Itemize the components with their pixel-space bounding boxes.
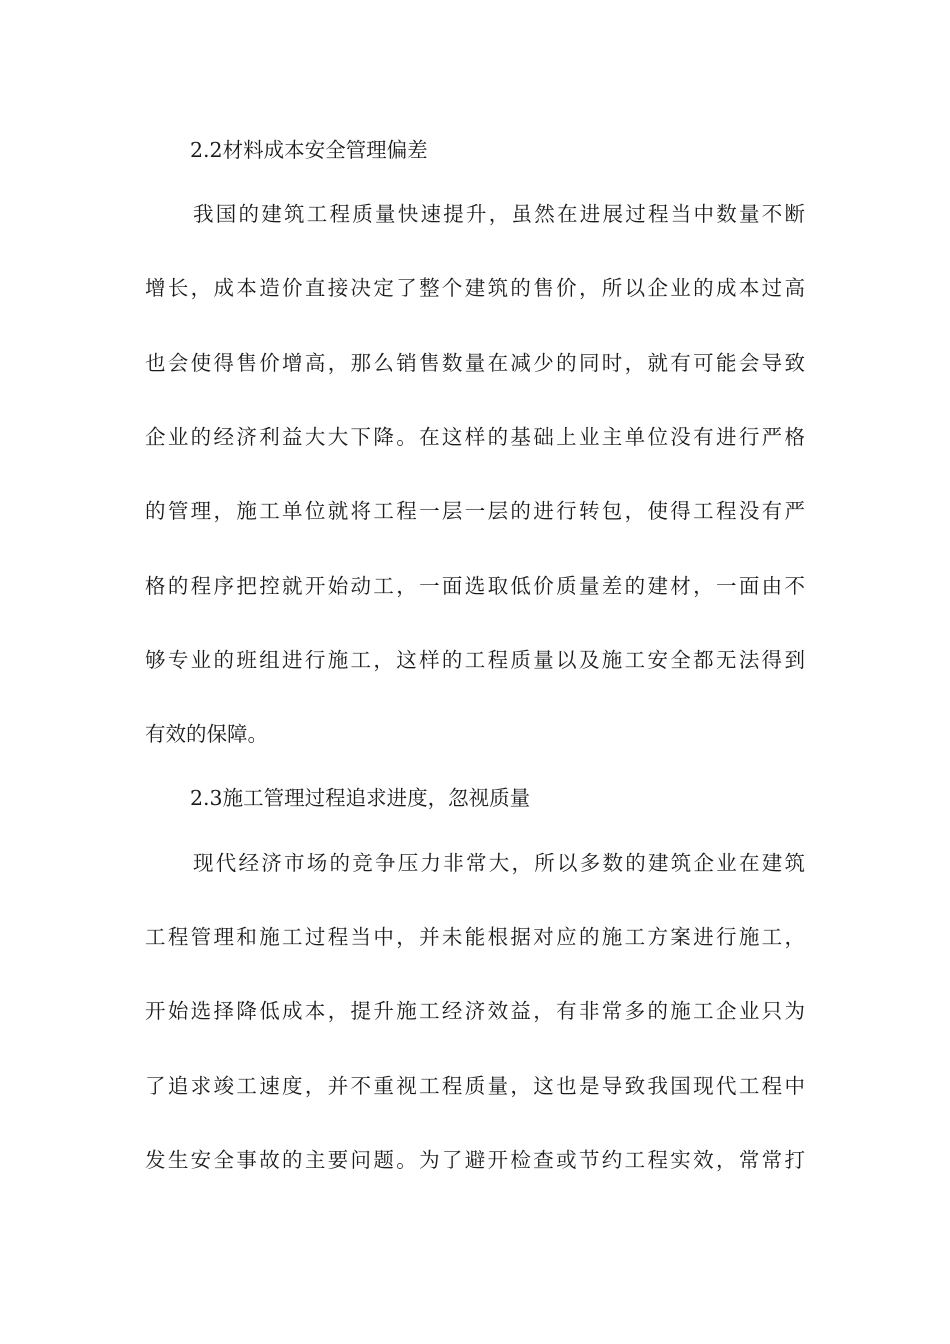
paragraph-line: 够专业的班组进行施工，这样的工程质量以及施工安全都无法得到 — [145, 648, 805, 672]
paragraph-line: 的管理，施工单位就将工程一层一层的进行转包，使得工程没有严 — [145, 499, 805, 523]
section-heading-2-2: 2.2材料成本安全管理偏差 — [190, 138, 428, 162]
paragraph-line: 现代经济市场的竞争压力非常大，所以多数的建筑企业在建筑 — [193, 851, 805, 875]
paragraph-line: 格的程序把控就开始动工，一面选取低价质量差的建材，一面由不 — [145, 574, 805, 598]
paragraph-line: 也会使得售价增高，那么销售数量在减少的同时，就有可能会导致 — [145, 351, 805, 375]
paragraph-line: 我国的建筑工程质量快速提升，虽然在进展过程当中数量不断 — [193, 202, 805, 226]
paragraph-line: 增长，成本造价直接决定了整个建筑的售价，所以企业的成本过高 — [145, 276, 805, 300]
paragraph-line: 有效的保障。 — [145, 722, 268, 746]
section-heading-2-3: 2.3施工管理过程追求进度，忽视质量 — [190, 786, 531, 810]
paragraph-line: 开始选择降低成本，提升施工经济效益，有非常多的施工企业只为 — [145, 999, 805, 1023]
paragraph-line: 发生安全事故的主要问题。为了避开检查或节约工程实效，常常打 — [145, 1148, 805, 1172]
paragraph-line: 了追求竣工速度，并不重视工程质量，这也是导致我国现代工程中 — [145, 1074, 805, 1098]
paragraph-line: 企业的经济利益大大下降。在这样的基础上业主单位没有进行严格 — [145, 425, 805, 449]
paragraph-line: 工程管理和施工过程当中，并未能根据对应的施工方案进行施工， — [145, 925, 805, 949]
